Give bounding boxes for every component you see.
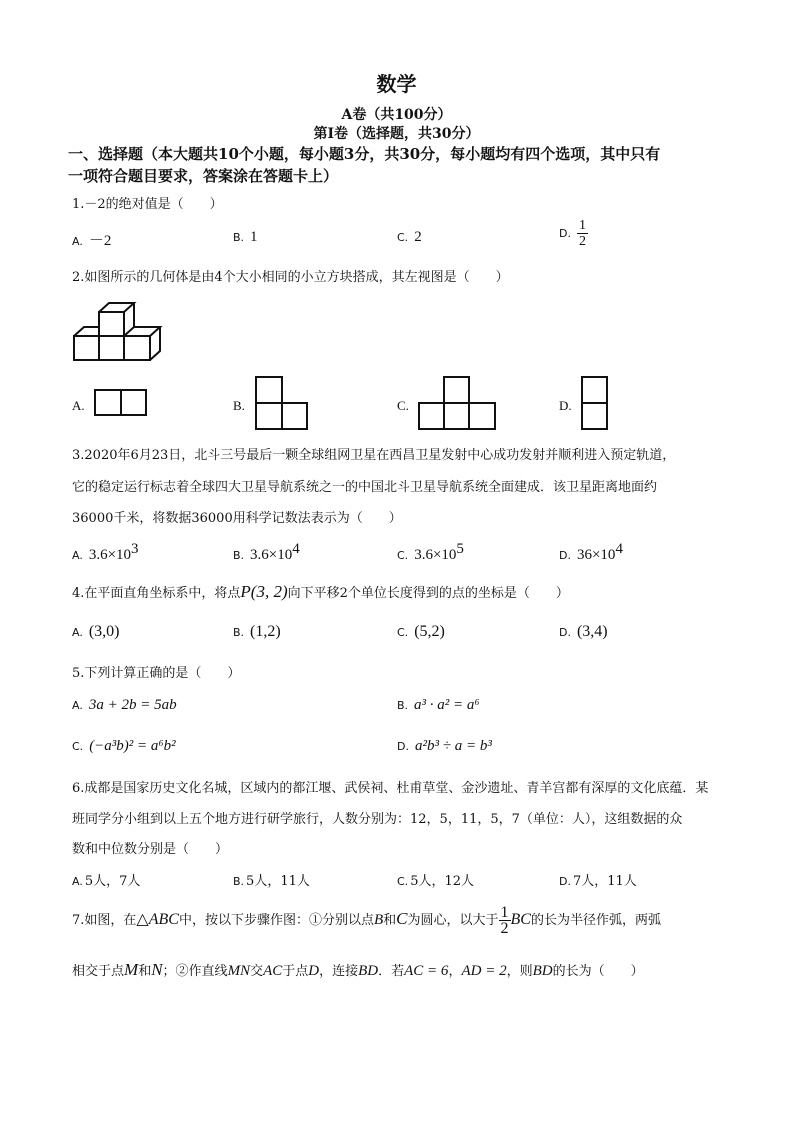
- question-4-stem: 4.在平面直角坐标系中，将点P(3, 2)向下平移2个单位长度得到的点的坐标是（ ）: [72, 582, 569, 601]
- question-2-stem: 2.如图所示的几何体是由4个大小相同的小立方块搭成，其左视图是（ ）: [72, 270, 509, 285]
- q4-option-b[interactable]: B. (1,2): [233, 623, 281, 640]
- section-instructions-line2: 一项符合题目要求，答案涂在答题卡上）: [68, 167, 339, 185]
- q5-option-d[interactable]: D. a²b³ ÷ a = b³: [397, 738, 492, 754]
- q5-option-b[interactable]: B. a³ · a² = a⁶: [397, 697, 480, 713]
- q2-option-b-figure[interactable]: [255, 376, 309, 430]
- q6-option-c[interactable]: C. 5人，12人: [397, 874, 475, 889]
- q1-option-d[interactable]: D. $\frac{1}{2}$: [559, 218, 586, 249]
- q3-option-a[interactable]: A. $3.6\times 10^3$: [72, 541, 139, 563]
- question-3-stem-line2: 它的稳定运行标志着全球四大卫星导航系统之一的中国北斗卫星导航系统全面建成．该卫星距离地面约: [72, 480, 658, 495]
- q2-option-c[interactable]: C.: [397, 398, 409, 413]
- q3-option-b[interactable]: B. $3.6\times 10^4$: [233, 541, 300, 563]
- question-3-stem-line3: 36000千米，将数据36000用科学记数法表示为（ ）: [72, 511, 402, 526]
- question-7-stem-line2: 相交于点M和N；②作直线MN交AC于点D，连接BD．若AC = 6，AD = 2，则BD的长为（ ）: [72, 960, 644, 979]
- part-one-heading: 第I卷（选择题，共30分）: [313, 126, 480, 142]
- q3-option-d[interactable]: D. $36\times 10^4$: [559, 541, 623, 563]
- q1-option-b[interactable]: B. 1: [233, 229, 258, 245]
- option-label: A.: [72, 235, 83, 248]
- point-p: P(3, 2): [240, 582, 288, 601]
- section-instructions-line1: 一、选择题（本大题共10个小题，每小题3分，共30分，每小题均有四个选项，其中只有: [68, 145, 661, 163]
- question-7-stem-line1: 7.如图，在△ABC中，按以下步骤作图：①分别以点B和C为圆心，以大于 $\frac{1}{2}$ BC的长为半径作弧，两弧: [72, 904, 661, 937]
- question-6-stem-line2: 班同学分小组到以上五个地方进行研学旅行，人数分别为：12，5，11，5，7（单位：人），这组数据的众: [72, 812, 683, 827]
- q4-option-d[interactable]: D. (3,4): [559, 623, 608, 640]
- q6-option-b[interactable]: B. 5人，11人: [233, 874, 310, 889]
- q4-option-c[interactable]: C. (5,2): [397, 623, 445, 640]
- fraction: $\frac{1}{2}$: [578, 218, 586, 249]
- question-1-stem: 1.－2的绝对值是（ ）: [72, 197, 223, 212]
- q4-option-a[interactable]: A. (3,0): [72, 623, 120, 640]
- q2-option-a-figure[interactable]: [94, 389, 148, 417]
- question-5-stem: 5.下列计算正确的是（ ）: [72, 666, 241, 681]
- paper-a-heading: A卷（共100分）: [341, 107, 452, 123]
- q5-option-c[interactable]: C. (−a³b)² = a⁶b²: [72, 738, 176, 754]
- page-title: 数学: [376, 72, 417, 96]
- question-6-stem-line1: 6.成都是国家历史文化名城，区域内的都江堰、武侯祠、杜甫草堂、金沙遗址、青羊宫都有深厚的文化底蕴．某: [72, 781, 709, 796]
- q2-option-b[interactable]: B.: [233, 398, 245, 413]
- q6-option-a[interactable]: A. 5人，7人: [72, 874, 141, 889]
- q6-option-d[interactable]: D. 7人，11人: [559, 874, 637, 889]
- q3-option-c[interactable]: C. $3.6\times 10^5$: [397, 541, 464, 563]
- q2-option-c-figure[interactable]: [418, 376, 498, 430]
- q2-option-d-figure[interactable]: [581, 376, 609, 430]
- q2-option-a[interactable]: A.: [72, 398, 85, 413]
- q2-option-d[interactable]: D.: [559, 398, 572, 413]
- q1-option-c[interactable]: C. 2: [397, 229, 422, 245]
- q1-option-a[interactable]: A. －2: [72, 233, 112, 249]
- cube-stack-figure: [70, 298, 165, 364]
- fraction-half: $\frac{1}{2}$: [500, 904, 509, 937]
- question-6-stem-line3: 数和中位数分别是（ ）: [72, 842, 229, 857]
- question-3-stem-line1: 3.2020年6月23日，北斗三号最后一颗全球组网卫星在西昌卫星发射中心成功发射并顺利进入预定轨道，: [72, 448, 676, 463]
- q5-option-a[interactable]: A. 3a + 2b = 5ab: [72, 697, 177, 713]
